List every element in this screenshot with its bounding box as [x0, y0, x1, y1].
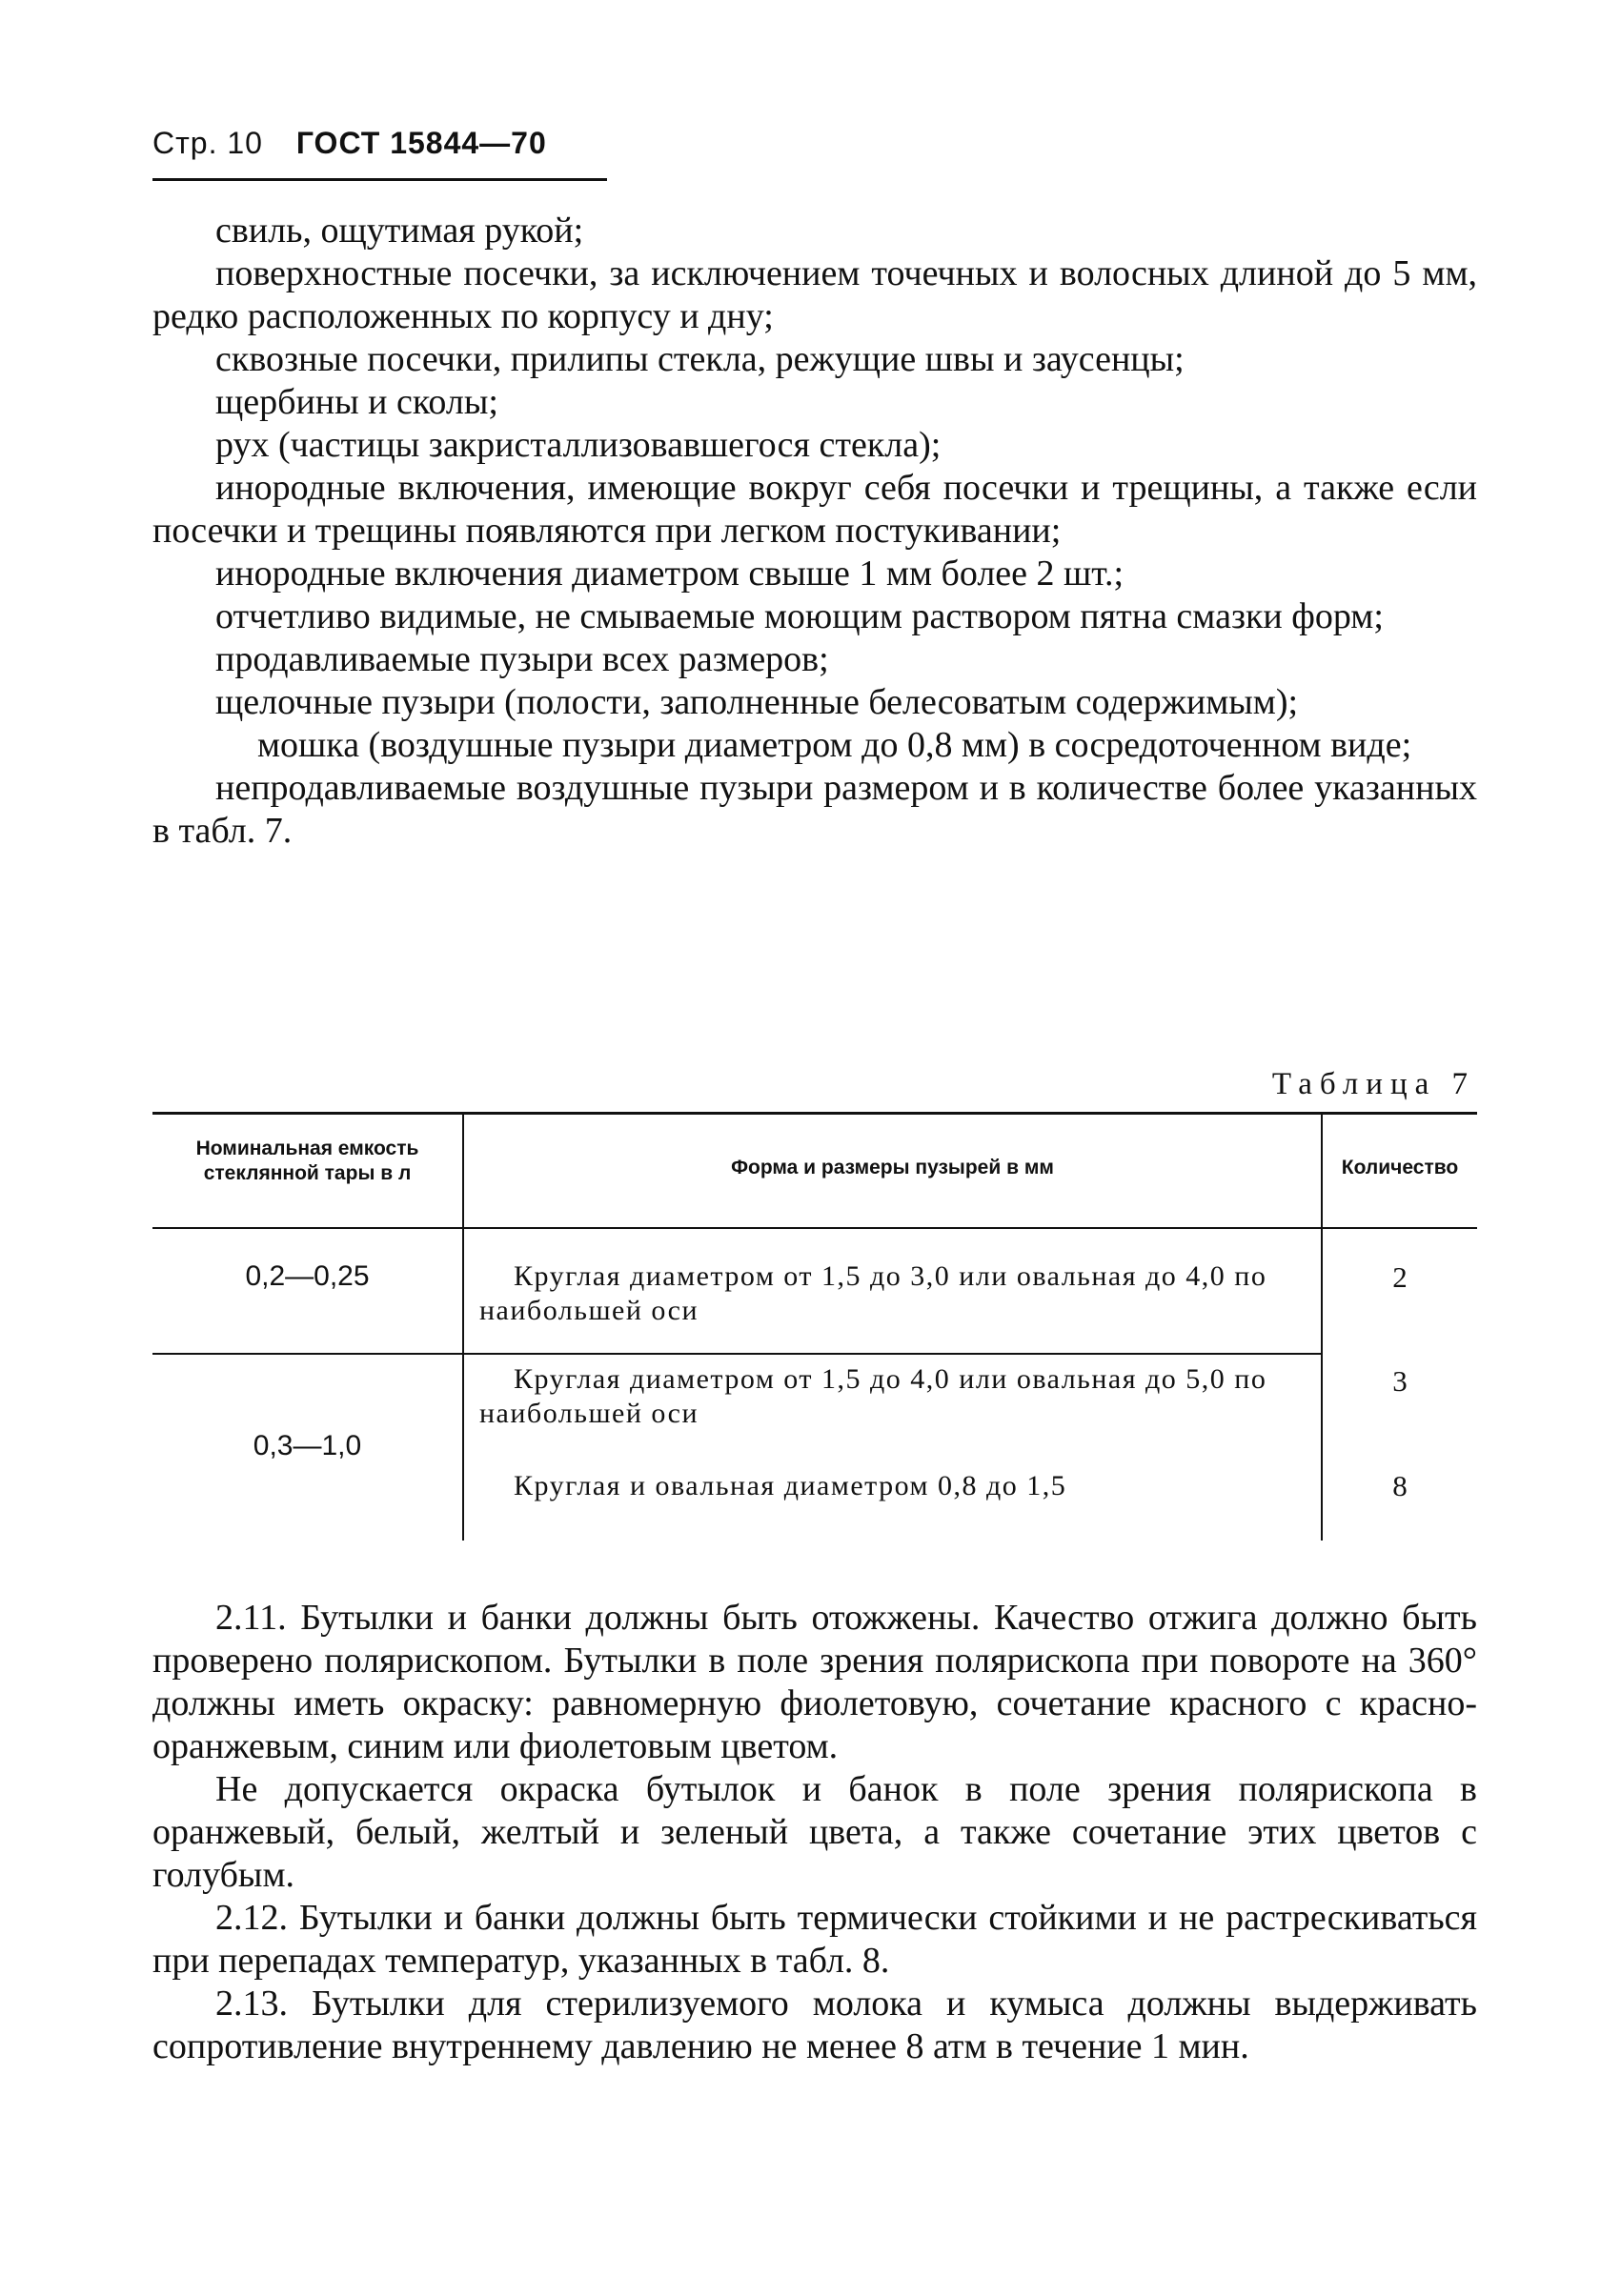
defect-item: сквозные посечки, прилипы стекла, режущие швы и заусенцы;: [215, 339, 1185, 379]
standard-number: ГОСТ 15844—70: [295, 126, 547, 160]
defect-item: продавливаемые пузыри всех размеров;: [215, 639, 829, 679]
header-rule: [152, 178, 607, 181]
row-shape: Круглая диаметром от 1,5 до 4,0 или овальная до 5,0 по наибольшей оси: [479, 1363, 1267, 1429]
table-row-rule: [152, 1353, 1322, 1355]
defect-item: поверхностные посечки, за исключением точечных и волосных длиной до 5 мм, редко расположенных по корпусу и дну;: [152, 253, 1477, 336]
page-number: Стр. 10: [152, 126, 263, 160]
body-text: [152, 1597, 1477, 2068]
defects-list: [152, 210, 1477, 853]
defect-item: щелочные пузыри (полости, заполненные белесоватым содержимым);: [215, 682, 1299, 722]
defect-item: отчетливо видимые, не смываемые моющим раствором пятна смазки форм;: [215, 596, 1384, 636]
bubbles-table: [152, 1112, 1477, 1541]
paragraph-2-11-note: Не допускается окраска бутылок и банок в поле зрения полярископа в оранжевый, белый, желтый и зеленый цвета, а также сочетание этих цветов с голубым.: [152, 1769, 1477, 1895]
row-quantity: 2: [1392, 1260, 1408, 1294]
row-capacity: 0,2—0,25: [245, 1260, 370, 1292]
defect-item: щербины и сколы;: [215, 382, 498, 422]
paragraph-2-13: 2.13. Бутылки для стерилизуемого молока и кумыса должны выдерживать сопротивление внутреннему давлению не менее 8 атм в течение 1 мин.: [152, 1984, 1477, 2066]
page-header: [152, 126, 547, 161]
row-capacity: 0,3—1,0: [253, 1430, 362, 1461]
row-shape: Круглая и овальная диаметром 0,8 до 1,5: [514, 1470, 1067, 1501]
header-capacity: Номинальная емкость стеклянной тары в л: [195, 1138, 419, 1184]
defect-item: мошка (воздушные пузыри диаметром до 0,8 мм) в сосредоточенном виде;: [257, 725, 1412, 765]
defect-item: свиль, ощутимая рукой;: [215, 211, 584, 251]
table-header-rule: [152, 1227, 1477, 1229]
header-shape: Форма и размеры пузырей в мм: [731, 1157, 1054, 1178]
paragraph-2-12: 2.12. Бутылки и банки должны быть термически стойкими и не растрескиваться при перепадах температур, указанных в табл. 8.: [152, 1898, 1477, 1981]
row-shape: Круглая диаметром от 1,5 до 3,0 или овальная до 4,0 по наибольшей оси: [479, 1260, 1267, 1326]
defect-item: непродавливаемые воздушные пузыри размером и в количестве более указанных в табл. 7.: [152, 768, 1477, 851]
table-caption: Таблица 7: [1271, 1067, 1475, 1101]
defect-item: рух (частицы закристаллизовавшегося стекла);: [215, 425, 942, 465]
defect-item: инородные включения, имеющие вокруг себя посечки и трещины, а также если посечки и трещины появляются при легком постукивании;: [152, 468, 1477, 551]
defect-item: инородные включения диаметром свыше 1 мм более 2 шт.;: [215, 554, 1125, 594]
paragraph-2-11: 2.11. Бутылки и банки должны быть отожжены. Качество отжига должно быть проверено полярископом. Бутылки в поле зрения полярископа при повороте на 360° должны иметь окраску: равномерную фиолетовую, сочетание красного с красно-оранжевым, синим или фиолетовым цветом.: [152, 1598, 1477, 1766]
row-quantity: 8: [1392, 1469, 1408, 1502]
table-top-rule: [152, 1112, 1477, 1115]
row-quantity: 3: [1392, 1364, 1408, 1398]
header-quantity: Количество: [1341, 1157, 1459, 1178]
